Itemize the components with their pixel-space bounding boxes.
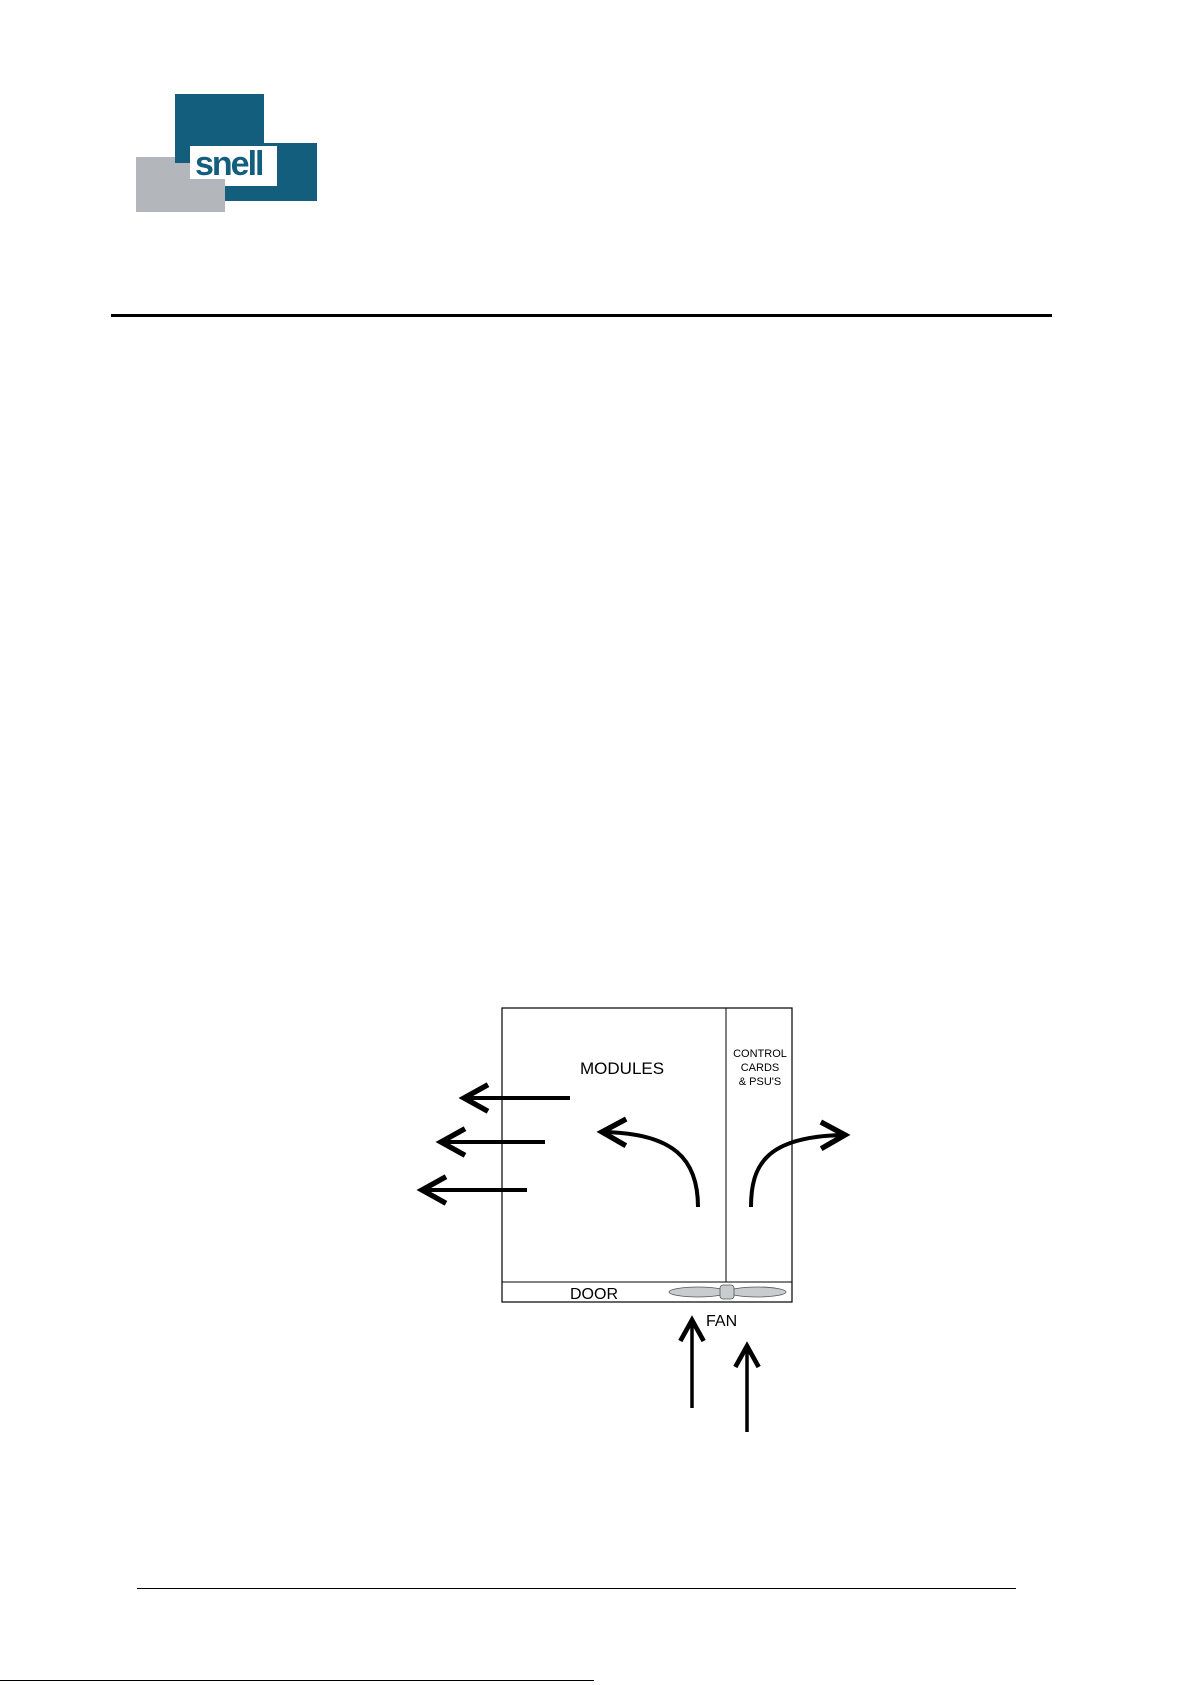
control-label-line2: CARDS (740, 1062, 780, 1074)
page-edge-rule (0, 1680, 594, 1681)
control-flow-arrow (751, 1135, 845, 1207)
modules-label: MODULES (580, 1059, 665, 1078)
footer-rule (137, 1588, 1016, 1589)
control-label-line1: CONTROL (733, 1048, 787, 1060)
fan-icon (669, 1285, 786, 1299)
logo-wordmark: snell (195, 145, 263, 183)
module-flow-arrow (602, 1132, 698, 1207)
control-label-line3: & PSU'S (738, 1076, 782, 1088)
header-rule (111, 314, 1052, 317)
door-label: DOOR (570, 1286, 618, 1303)
snell-logo (136, 94, 318, 214)
fan-label: FAN (706, 1313, 738, 1330)
airflow-diagram (400, 990, 880, 1450)
